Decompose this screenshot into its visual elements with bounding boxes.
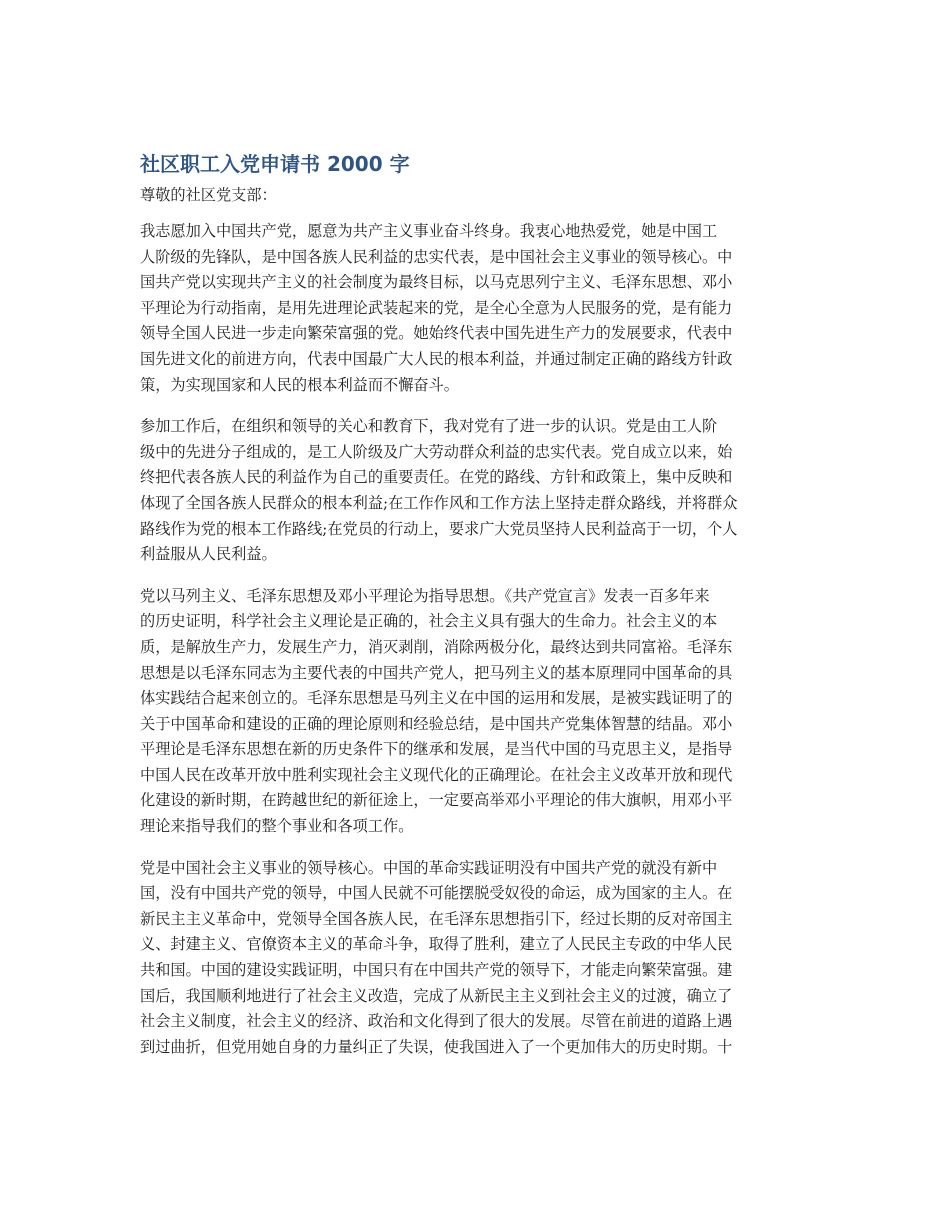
document-title: 社区职工入党申请书 2000 字	[140, 152, 410, 176]
salutation: 尊敬的社区党支部：	[140, 186, 277, 204]
document-body	[140, 219, 812, 1060]
body-paragraph	[140, 856, 812, 1061]
paragraph-line: 新民主主义革命中，党领导全国各族人民，在毛泽东思想指引下，经过长期的反对帝国主	[140, 909, 733, 928]
paragraph-line: 国后，我国顺利地进行了社会主义改造，完成了从新民主主义到社会主义的过渡，确立了	[140, 986, 733, 1005]
paragraph-line: 体实践结合起来创立的。毛泽东思想是马列主义在中国的运用和发展，是被实践证明了的	[140, 689, 733, 708]
body-paragraph	[140, 584, 812, 840]
paragraph-line: 党是中国社会主义事业的领导核心。中国的革命实践证明没有中国共产党的就没有新中	[140, 858, 718, 877]
body-paragraph	[140, 414, 812, 568]
paragraph-line: 中国人民在改革开放中胜利实现社会主义现代化的正确理论。在社会主义改革开放和现代	[140, 765, 733, 784]
body-paragraph	[140, 219, 812, 398]
paragraph-line: 化建设的新时期，在跨越世纪的新征途上，一定要高举邓小平理论的伟大旗帜，用邓小平	[140, 791, 733, 810]
paragraph-line: 人阶级的先锋队，是中国各族人民利益的忠实代表，是中国社会主义事业的领导核心。中	[140, 247, 733, 266]
paragraph-line: 共和国。中国的建设实践证明，中国只有在中国共产党的领导下，才能走向繁荣富强。建	[140, 961, 733, 980]
paragraph-line: 级中的先进分子组成的，是工人阶级及广大劳动群众利益的忠实代表。党自成立以来，始	[140, 442, 733, 461]
paragraph-line: 国，没有中国共产党的领导，中国人民就不可能摆脱受奴役的命运，成为国家的主人。在	[140, 884, 733, 903]
paragraph-line: 义、封建主义、官僚资本主义的革命斗争，取得了胜利，建立了人民民主专政的中华人民	[140, 935, 733, 954]
paragraph-line: 体现了全国各族人民群众的根本利益;在工作作风和工作方法上坚持走群众路线，并将群众	[140, 493, 738, 512]
paragraph-line: 思想是以毛泽东同志为主要代表的中国共产党人，把马列主义的基本原理同中国革命的具	[140, 663, 733, 682]
paragraph-line: 关于中国革命和建设的正确的理论原则和经验总结，是中国共产党集体智慧的结晶。邓小	[140, 714, 733, 733]
paragraph-line: 策，为实现国家和人民的根本利益而不懈奋斗。	[140, 375, 459, 394]
paragraph-line: 党以马列主义、毛泽东思想及邓小平理论为指导思想。《共产党宣言》发表一百多年来	[140, 586, 710, 605]
paragraph-line: 路线作为党的根本工作路线;在党员的行动上，要求广大党员坚持人民利益高于一切，个人	[140, 519, 738, 538]
paragraph-line: 平理论是毛泽东思想在新的历史条件下的继承和发展，是当代中国的马克思主义，是指导	[140, 740, 733, 759]
paragraph-line: 国共产党以实现共产主义的社会制度为最终目标，以马克思列宁主义、毛泽东思想、邓小	[140, 273, 733, 292]
paragraph-line: 利益服从人民利益。	[140, 545, 277, 564]
paragraph-line: 的历史证明，科学社会主义理论是正确的，社会主义具有强大的生命力。社会主义的本	[140, 612, 718, 631]
paragraph-line: 质，是解放生产力，发展生产力，消灭剥削，消除两极分化，最终达到共同富裕。毛泽东	[140, 637, 733, 656]
paragraph-line: 领导全国人民进一步走向繁荣富强的党。她始终代表中国先进生产力的发展要求，代表中	[140, 324, 733, 343]
paragraph-line: 参加工作后，在组织和领导的关心和教育下，我对党有了进一步的认识。党是由工人阶	[140, 417, 718, 436]
paragraph-line: 理论来指导我们的整个事业和各项工作。	[140, 817, 414, 836]
paragraph-line: 社会主义制度，社会主义的经济、政治和文化得到了很大的发展。尽管在前进的道路上遇	[140, 1012, 733, 1031]
document-page	[140, 148, 812, 1076]
paragraph-line: 我志愿加入中国共产党，愿意为共产主义事业奋斗终身。我衷心地热爱党，她是中国工	[140, 222, 718, 240]
paragraph-line: 平理论为行动指南，是用先进理论武装起来的党，是全心全意为人民服务的党，是有能力	[140, 298, 733, 317]
paragraph-line: 国先进文化的前进方向，代表中国最广大人民的根本利益，并通过制定正确的路线方针政	[140, 349, 733, 368]
paragraph-line: 到过曲折，但党用她自身的力量纠正了失误，使我国进入了一个更加伟大的历史时期。十	[140, 1037, 733, 1056]
paragraph-line: 终把代表各族人民的利益作为自己的重要责任。在党的路线、方针和政策上，集中反映和	[140, 468, 733, 487]
